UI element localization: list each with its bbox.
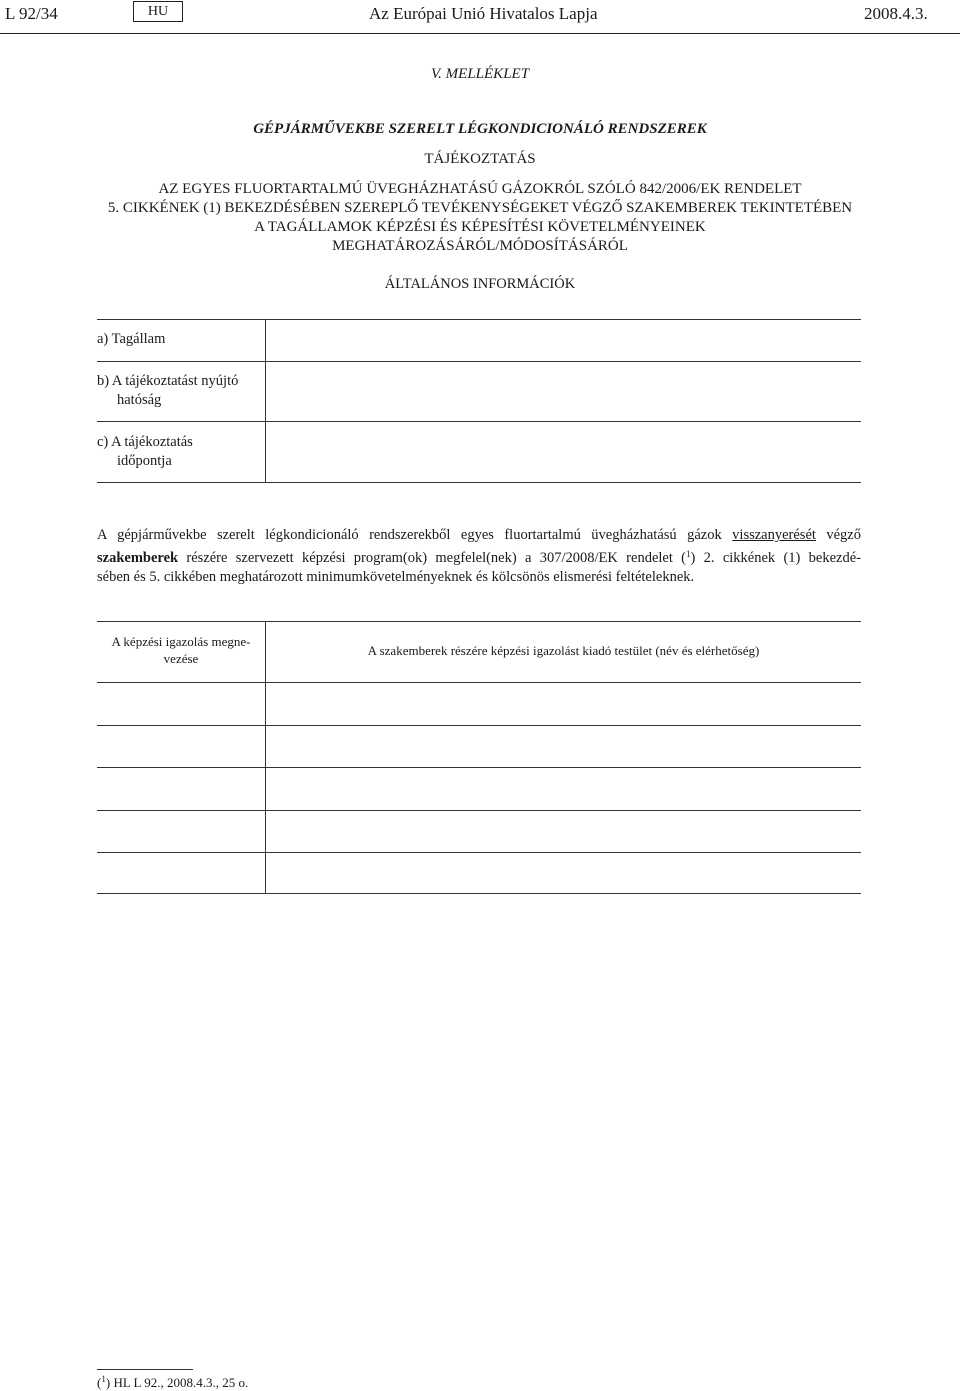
header-line: A képzési igazolás megne- <box>111 634 251 649</box>
bold-term: szakemberek <box>97 550 179 566</box>
footnote-marker: 1 <box>101 1374 106 1384</box>
text-run: végző <box>826 527 861 543</box>
table-rule <box>97 421 861 422</box>
footnote: ($^1$) HL L 92., 2008.4.3., 25 o. <box>97 1374 249 1390</box>
regulation-title-line: 5. CIKKÉNEK (1) BEKEZDÉSÉBEN SZEREPLŐ TEVÉKENYSÉGEKET VÉGZŐ SZAKEMBEREK TEKINTETÉBEN <box>107 200 853 216</box>
language-code-badge: HU <box>133 1 183 22</box>
general-info-heading: ÁLTALÁNOS INFORMÁCIÓK <box>384 276 576 292</box>
table-rule <box>97 725 861 726</box>
text-run: részére szervezett képzési program(ok) megfelel(nek) a 307/2008/EK rendelet ( <box>186 550 687 566</box>
paragraph-line <box>97 526 861 545</box>
footnote-divider <box>97 1369 193 1370</box>
table-rule <box>97 621 861 622</box>
date-label: c) A tájékoztatás <box>97 434 193 450</box>
regulation-title-line: A TAGÁLLAMOK KÉPZÉSI ÉS KÉPESÍTÉSI KÖVETELMÉNYEINEK <box>254 219 706 235</box>
table-rule <box>97 893 861 894</box>
table-rule <box>97 319 861 320</box>
table-rule <box>97 810 861 811</box>
authority-label: b) A tájékoztatást nyújtó <box>97 373 239 389</box>
member-state-label: a) Tagállam <box>97 331 166 347</box>
paragraph-line <box>97 545 861 568</box>
table-rule <box>97 852 861 853</box>
table-column-divider <box>265 319 266 483</box>
annex-heading: V. MELLÉKLET <box>430 66 530 82</box>
regulation-title-line: AZ EGYES FLUORTARTALMÚ ÜVEGHÁZHATÁSÚ GÁZOKRÓL SZÓLÓ 842/2006/EK RENDELET <box>158 181 802 197</box>
header-line: vezése <box>163 651 199 666</box>
date-label-cont: időpontja <box>117 453 172 469</box>
journal-title: Az Európai Unió Hivatalos Lapja <box>369 4 598 23</box>
regulation-title-line: MEGHATÁROZÁSÁRÓL/MÓDOSÍTÁSÁRÓL <box>332 238 628 254</box>
footnote-text: HL L 92., 2008.4.3., 25 o. <box>113 1375 249 1390</box>
column-header-certificate <box>97 633 265 667</box>
table-rule <box>97 361 861 362</box>
information-heading: TÁJÉKOZTATÁS <box>424 151 536 167</box>
footnote-reference[interactable]: 1 <box>686 549 691 559</box>
table-rule <box>97 767 861 768</box>
text-run: ) 2. cikkének (1) bekezdé- <box>690 550 862 566</box>
publication-date: 2008.4.3. <box>864 4 928 23</box>
header-divider <box>0 33 960 34</box>
page-header <box>0 0 960 34</box>
table-column-divider <box>265 621 266 894</box>
page-reference: L 92/34 <box>5 4 58 23</box>
text-run: A gépjárművekbe szerelt légkondicionáló rendszerekből egyes fluortartalmú üvegházhatású gázok <box>97 527 722 543</box>
document-title: GÉPJÁRMŰVEKBE SZERELT LÉGKONDICIONÁLÓ RENDSZEREK <box>253 121 707 137</box>
table-rule <box>97 682 861 683</box>
paragraph-line: sében és 5. cikkében meghatározott minimumkövetelményeknek és kölcsönös elismerési feltételeknek. <box>97 569 695 585</box>
column-header-issuing-body: A szakemberek részére képzési igazolást kiadó testület (név és elérhetőség) <box>367 643 760 658</box>
underlined-term: visszanyerését <box>732 527 816 543</box>
authority-label-cont: hatóság <box>117 392 162 408</box>
table-rule <box>97 482 861 483</box>
body-paragraph <box>97 526 861 587</box>
